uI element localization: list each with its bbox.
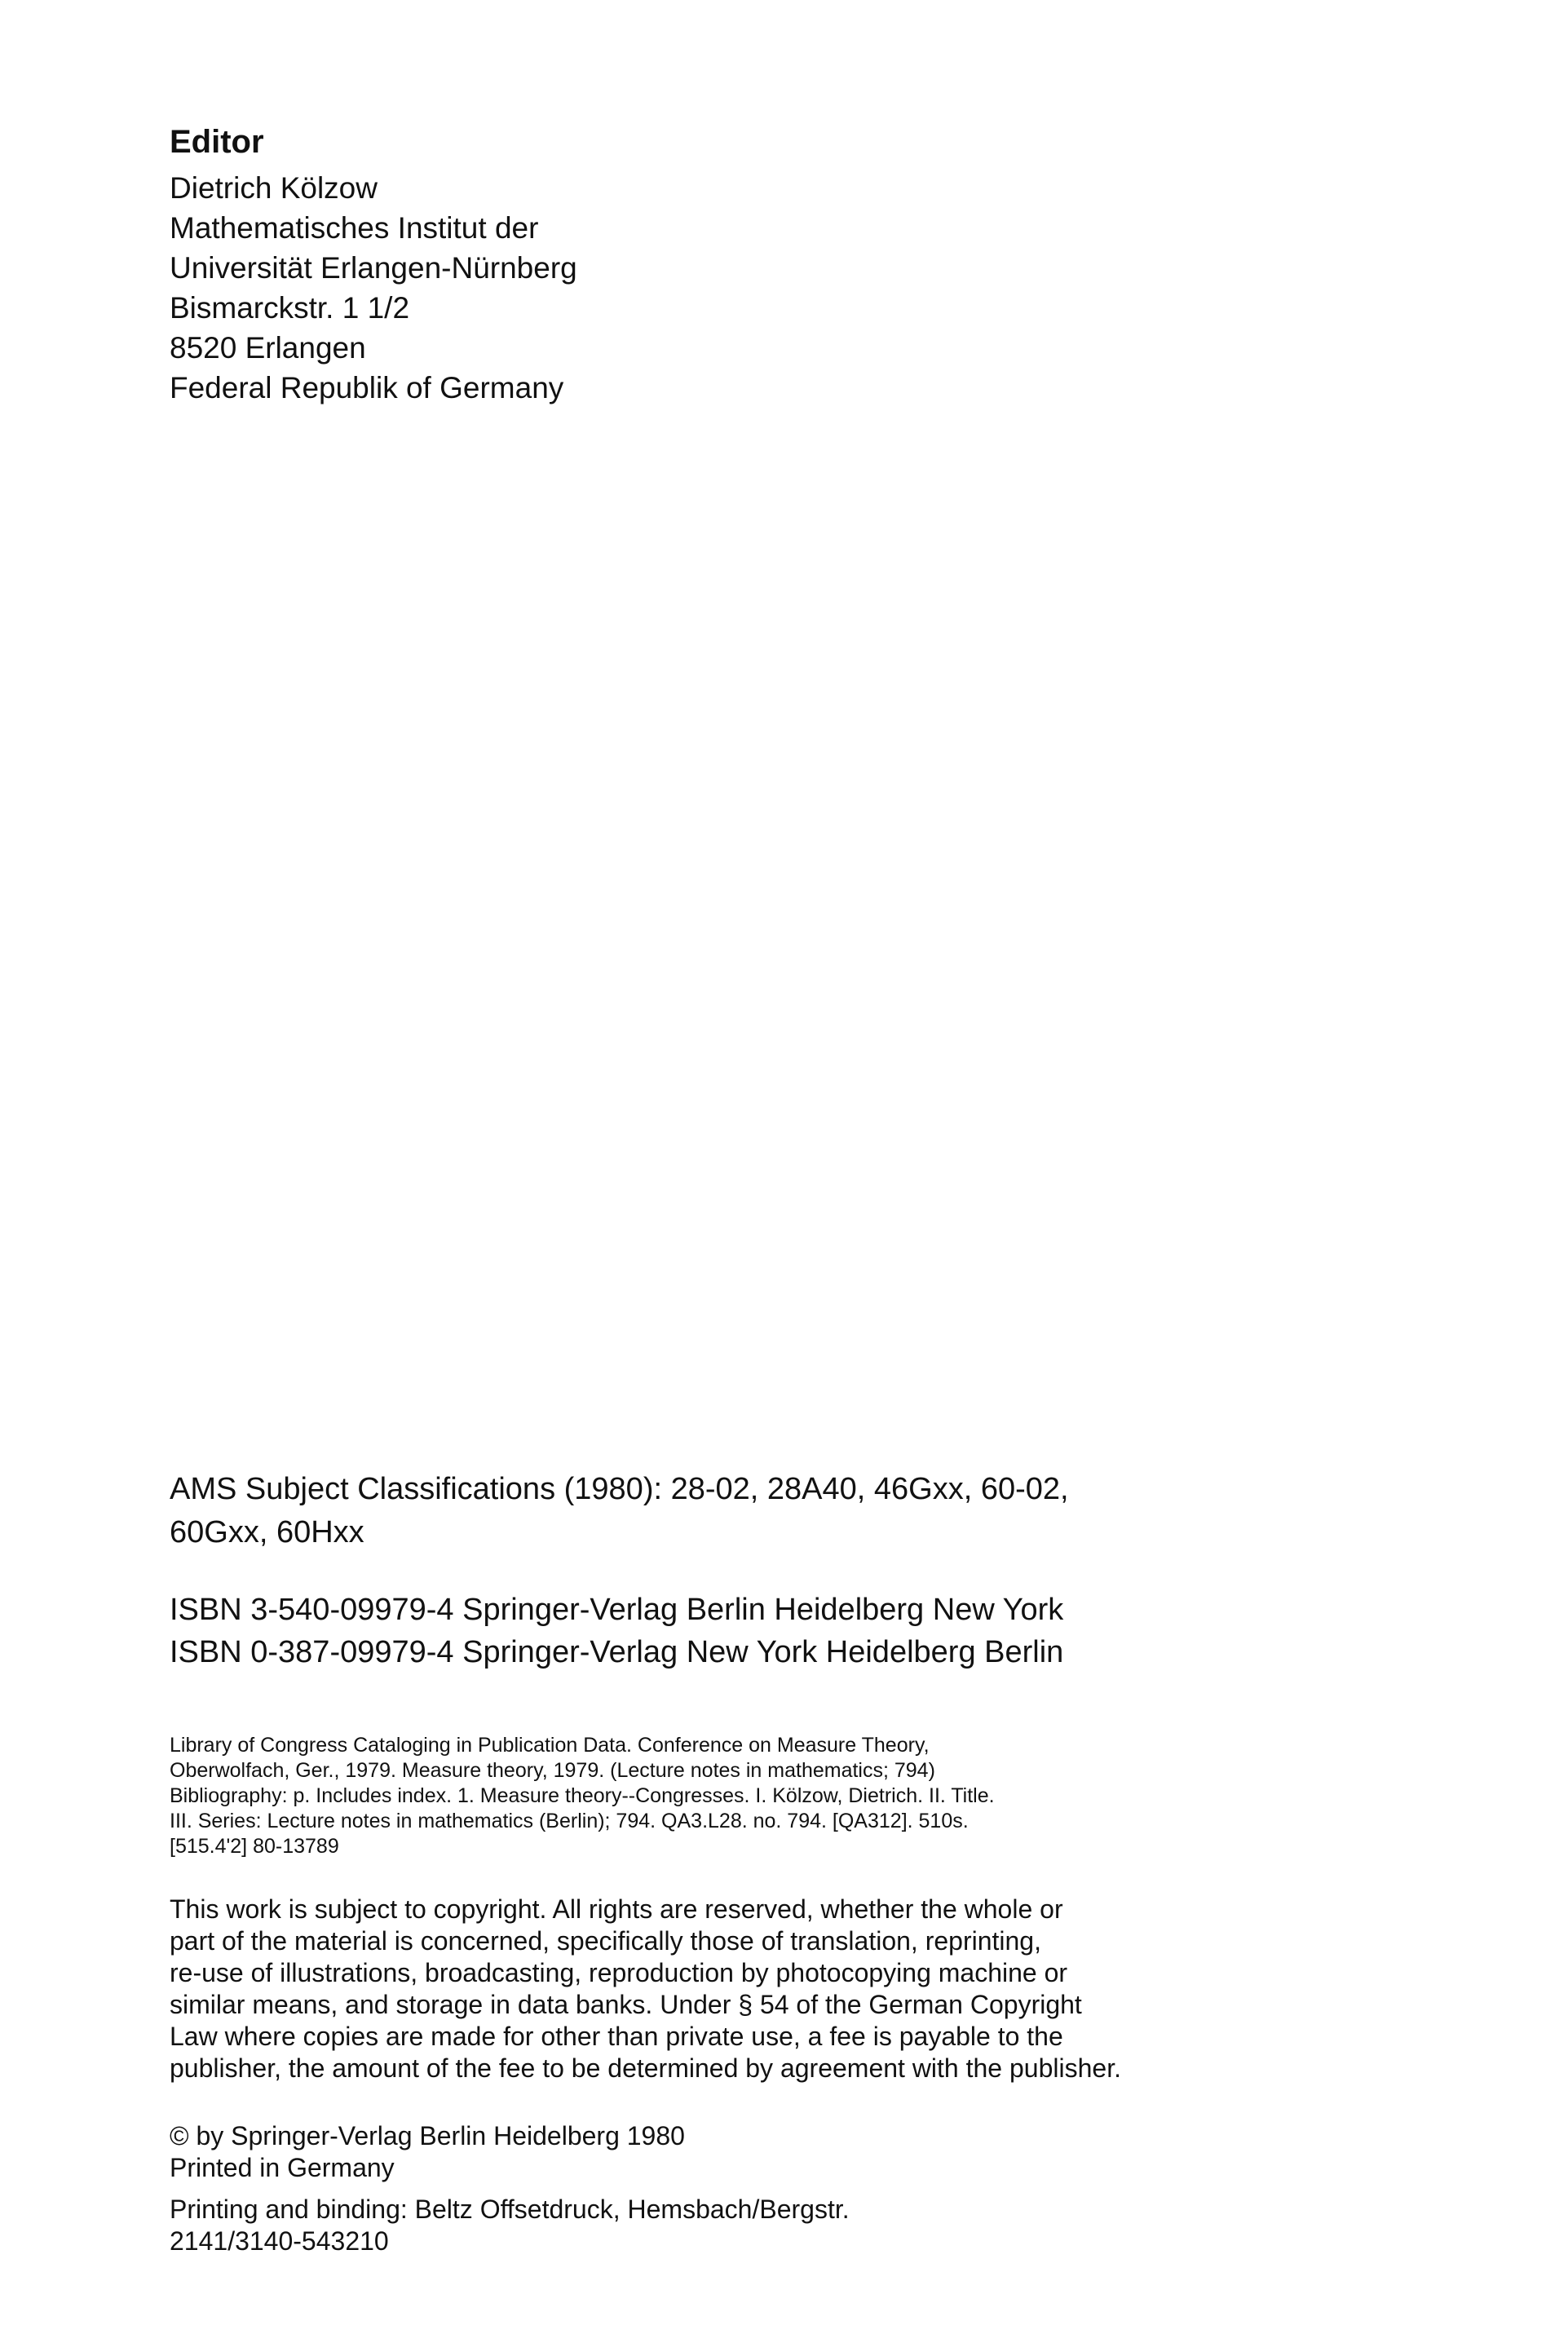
copyright-line: Law where copies are made for other than private use, a fee is payable to the [170,2022,1063,2051]
editor-heading: Editor [170,124,264,160]
editor-section [170,122,903,408]
printing-info [170,2194,1067,2257]
editor-city: 8520 Erlangen [170,331,366,365]
copyright-line: similar means, and storage in data banks. Under § 54 of the German Copyright [170,1990,1082,2019]
copyright-line: re-use of illustrations, broadcasting, reproduction by photocopying machine or [170,1958,1068,1987]
copyright-line: part of the material is concerned, specifically those of translation, reprinting, [170,1926,1041,1956]
editor-name: Dietrich Kölzow [170,171,378,205]
isbn-section [170,1589,1270,1673]
cataloging-line: III. Series: Lecture notes in mathematics (Berlin); 794. QA3.L28. no. 794. [QA312]. 510s. [170,1810,969,1832]
copyright-notice [170,1894,1270,2084]
editor-country: Federal Republik of Germany [170,371,564,404]
editor-street: Bismarckstr. 1 1/2 [170,291,410,325]
isbn-line: ISBN 3-540-09979-4 Springer-Verlag Berlin Heidelberg New York [170,1593,1064,1627]
editor-university: Universität Erlangen-Nürnberg [170,251,577,285]
cataloging-line: Library of Congress Cataloging in Publication Data. Conference on Measure Theory, [170,1734,930,1757]
library-of-congress-data [170,1733,1230,1859]
printing-binding: Printing and binding: Beltz Offsetdruck, Hemsbach/Bergstr. [170,2195,850,2224]
cataloging-line: Bibliography: p. Includes index. 1. Measure theory--Congresses. I. Kölzow, Dietrich. II. Title. [170,1784,995,1807]
print-code: 2141/3140-543210 [170,2226,389,2256]
copyright-holder: © by Springer-Verlag Berlin Heidelberg 1980 [170,2121,685,2150]
cataloging-line: [515.4'2] 80-13789 [170,1835,339,1858]
editor-institute: Mathematisches Institut der [170,211,539,245]
ams-line: AMS Subject Classifications (1980): 28-02, 28A40, 46Gxx, 60-02, [170,1472,1069,1506]
copyright-line: This work is subject to copyright. All rights are reserved, whether the whole or [170,1894,1063,1924]
ams-line: 60Gxx, 60Hxx [170,1515,364,1549]
cataloging-line: Oberwolfach, Ger., 1979. Measure theory, 1979. (Lecture notes in mathematics; 794) [170,1759,935,1782]
publisher-info [170,2120,1067,2184]
printed-in: Printed in Germany [170,2153,395,2182]
ams-classifications [170,1468,1230,1554]
copyright-line: publisher, the amount of the fee to be determined by agreement with the publisher. [170,2053,1121,2083]
isbn-line: ISBN 0-387-09979-4 Springer-Verlag New York Heidelberg Berlin [170,1635,1064,1669]
